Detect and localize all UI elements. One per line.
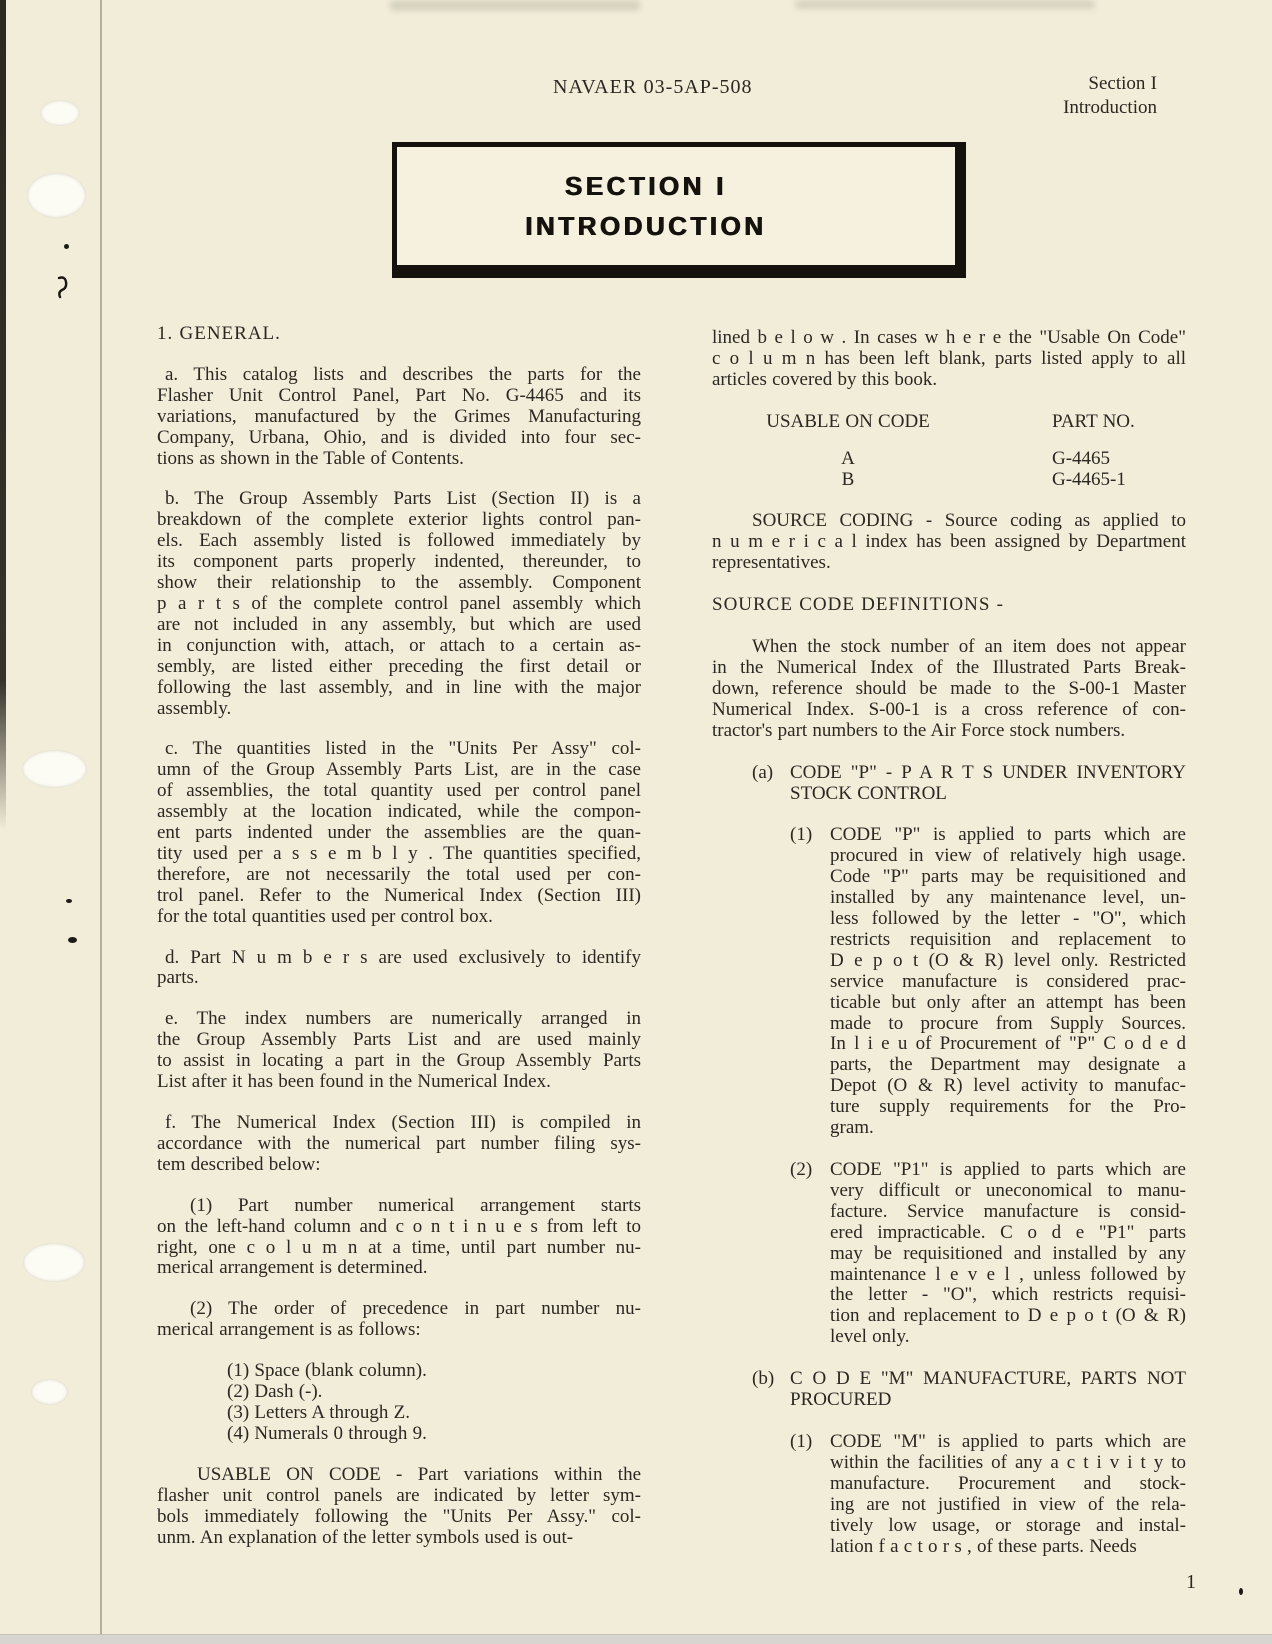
text-line: ture supply requirements for the Pro-	[830, 1096, 1186, 1118]
ink-mark	[64, 244, 69, 249]
text-line: manufacture. Procurement and stock-	[830, 1472, 1186, 1494]
section-reference-line2: Introduction	[1063, 97, 1157, 118]
text-lines	[712, 637, 1186, 742]
text-line: SOURCE CODING - Source coding as applied to	[752, 510, 1186, 532]
text-line: Flasher Unit Control Panel, Part No. G-4465 and its	[157, 384, 641, 406]
text-line: lined b e l o w . In cases w h e r e the "Usable On Code"	[712, 327, 1186, 348]
text-line: right, one c o l u m n at a time, until part number nu-	[157, 1236, 641, 1258]
text-line: its component parts properly indented, thereunder, to	[157, 551, 641, 573]
text-lines	[157, 489, 641, 719]
text-lines	[157, 739, 641, 927]
text-line: assembly.	[157, 697, 232, 719]
scan-smudge	[390, 0, 640, 11]
text-line: D e p o t (O & R) level only. Restricted	[830, 949, 1186, 971]
text-line: procured in view of relatively high usage.	[830, 845, 1186, 867]
text-line: 1. GENERAL.	[157, 323, 281, 344]
text-line: els. Each assembly listed is followed immediately by	[157, 530, 641, 552]
text-line: ered impracticable. C o d e "P1" parts	[830, 1221, 1186, 1243]
table-row	[712, 470, 1186, 491]
text-line: flasher unit control panels are indicated by letter sym-	[157, 1484, 641, 1506]
text-line: STOCK CONTROL	[790, 782, 947, 804]
left-text-column	[157, 324, 641, 1568]
text-line: Depot (O & R) level activity to manufac-	[830, 1075, 1186, 1097]
text-line: List after it has been found in the Numerical Index.	[157, 1071, 551, 1093]
table-header-row	[712, 412, 1186, 433]
section-reference	[1063, 72, 1157, 120]
text-line: (1) Space (blank column).	[227, 1360, 427, 1382]
text-lines	[157, 1196, 641, 1280]
text-lines	[157, 1299, 641, 1341]
text-line: are not included in any assembly, but which are used	[157, 613, 641, 635]
punch-hole	[40, 100, 80, 126]
text-line: sembly, are listed either preceding the first detail or	[157, 655, 641, 677]
text-line: down, reference should be made to the S-00-1 Master	[712, 677, 1186, 699]
paragraph-block	[157, 948, 641, 990]
text-line: (1) Part number numerical arrangement starts	[190, 1194, 641, 1216]
text-line: within the facilities of any a c t i v i t y to	[830, 1451, 1186, 1473]
text-line: USABLE ON CODE - Part variations within the	[197, 1463, 641, 1485]
paragraph-block	[712, 1160, 1186, 1348]
text-line: following the last assembly, and in line with the major	[157, 676, 641, 698]
text-lines	[712, 595, 1186, 616]
page-number: 1	[1186, 1571, 1196, 1593]
paragraph-block	[157, 1361, 641, 1445]
text-line: Company, Urbana, Ohio, and is divided into four sec-	[157, 426, 641, 448]
usable-on-code-table	[712, 412, 1186, 491]
punch-hole	[31, 1379, 68, 1405]
text-lines	[830, 825, 1186, 1139]
section-reference-line1: Section I	[1088, 73, 1157, 94]
paragraph-block	[712, 763, 1186, 805]
text-line: d. Part N u m b e r s are used exclusively to identify	[165, 946, 641, 968]
scan-edge-shadow	[0, 0, 6, 830]
text-lines	[830, 1160, 1186, 1348]
text-lines	[157, 365, 641, 470]
section-subtitle: INTRODUCTION	[525, 210, 767, 241]
part-no-cell: G-4465-1	[1052, 468, 1126, 490]
text-line: installed by any maintenance level, un-	[830, 887, 1186, 909]
text-line: ing are not justified in view of the rela-	[830, 1493, 1186, 1515]
text-line: PROCURED	[790, 1389, 892, 1411]
text-line: c o l u m n has been left blank, parts listed apply to all	[712, 347, 1186, 369]
text-line: CODE "P" is applied to parts which are	[830, 824, 1186, 846]
text-line: for the total quantities used per control box.	[157, 905, 493, 927]
page-fold-line	[100, 0, 102, 1636]
text-line: When the stock number of an item does not appear	[752, 636, 1186, 658]
table-column-header: PART NO.	[1052, 410, 1135, 432]
text-line: accordance with the numerical part number filing sys-	[157, 1132, 641, 1154]
text-lines	[157, 324, 641, 345]
text-line: therefore, are not necessarily the total used per con-	[157, 863, 641, 885]
text-line: n u m e r i c a l index has been assigned by Department	[712, 531, 1186, 553]
text-line: of assemblies, the total quantity used per control panel	[157, 780, 641, 802]
text-line: c. The quantities listed in the "Units Per Assy" col-	[165, 738, 641, 760]
table-column-header: USABLE ON CODE	[766, 410, 930, 432]
text-lines	[157, 1009, 641, 1093]
text-line: Numerical Index. S-00-1 is a cross reference of con-	[712, 698, 1186, 720]
text-line: C O D E "M" MANUFACTURE, PARTS NOT	[790, 1368, 1186, 1390]
text-line: CODE "P1" is applied to parts which are	[830, 1159, 1186, 1180]
text-line: tion and replacement to D e p o t (O & R)	[830, 1305, 1186, 1327]
text-line: ticable but only after an attempt has been	[830, 991, 1186, 1013]
usable-on-code-cell: A	[841, 447, 855, 469]
ink-mark	[66, 899, 72, 903]
text-lines	[157, 1113, 641, 1176]
text-line: made to procure from Supply Sources.	[830, 1012, 1186, 1034]
part-no-cell: G-4465	[1052, 447, 1111, 469]
text-line: in the Numerical Index of the Illustrated Parts Break-	[712, 656, 1186, 678]
text-line: to assist in locating a part in the Group Assembly Parts	[157, 1050, 641, 1072]
text-line: Code "P" parts may be requisitioned and	[830, 866, 1186, 888]
text-line: breakdown of the complete exterior lights control pan-	[157, 509, 641, 531]
text-line: parts, the Department may designate a	[830, 1054, 1186, 1076]
text-lines	[830, 1432, 1186, 1557]
scan-bottom-edge	[0, 1634, 1272, 1644]
text-line: p a r t s of the complete control panel assembly which	[157, 592, 641, 614]
text-line: parts.	[157, 967, 199, 989]
handwritten-mark	[56, 276, 74, 305]
paragraph-block	[712, 825, 1186, 1139]
text-lines	[712, 511, 1186, 574]
text-line: merical arrangement is determined.	[157, 1257, 428, 1279]
text-line: CODE "P" - P A R T S UNDER INVENTORY	[790, 761, 1186, 783]
text-line: restricts requisition and replacement to	[830, 928, 1186, 950]
paragraph-block	[157, 1009, 641, 1093]
ink-mark	[68, 937, 77, 943]
text-line: articles covered by this book.	[712, 368, 938, 390]
text-line: may be requisitioned and installed by any	[830, 1242, 1186, 1264]
text-line: tractor's part numbers to the Air Force stock numbers.	[712, 719, 1126, 741]
text-line: gram.	[830, 1117, 874, 1139]
heading-block	[712, 595, 1186, 616]
text-line: lation f a c t o r s , of these parts. Needs	[830, 1535, 1137, 1557]
text-line: tity used per a s s e m b l y . The quantities specified,	[157, 842, 641, 864]
paragraph-block	[712, 637, 1186, 742]
paragraph-block	[157, 1465, 641, 1549]
heading-block	[157, 324, 641, 345]
text-line: assembly at the location indicated, while the compon-	[157, 801, 641, 823]
text-line: service manufacture is considered prac-	[830, 970, 1186, 992]
text-line: maintenance l e v e l , unless followed by	[830, 1263, 1186, 1285]
item-label: (2)	[790, 1159, 813, 1180]
paragraph-block	[157, 365, 641, 470]
text-line: (4) Numerals 0 through 9.	[227, 1422, 427, 1444]
usable-on-code-cell: B	[841, 468, 855, 490]
paragraph-block	[712, 511, 1186, 574]
text-line: a. This catalog lists and describes the parts for the	[165, 363, 641, 385]
item-label: (1)	[790, 1430, 813, 1452]
text-line: merical arrangement is as follows:	[157, 1319, 421, 1341]
text-line: the letter - "O", which restricts requisi-	[830, 1284, 1186, 1306]
text-line: CODE "M" is applied to parts which are	[830, 1430, 1186, 1452]
text-line: e. The index numbers are numerically arranged in	[165, 1008, 641, 1030]
paragraph-block	[712, 1432, 1186, 1557]
paragraph-block	[712, 328, 1186, 391]
text-line: variations, manufactured by the Grimes Manufacturing	[157, 405, 641, 427]
text-line: the Group Assembly Parts List and are used mainly	[157, 1029, 641, 1051]
text-lines	[790, 1369, 1186, 1411]
text-line: level only.	[830, 1326, 910, 1348]
text-line: In l i e u of Procurement of "P" C o d e d	[830, 1033, 1186, 1055]
text-line: SOURCE CODE DEFINITIONS -	[712, 594, 1004, 616]
punch-hole	[23, 1243, 85, 1282]
text-lines	[157, 948, 641, 990]
text-line: tions as shown in the Table of Contents.	[157, 447, 464, 469]
paragraph-block	[157, 489, 641, 719]
text-lines	[790, 763, 1186, 805]
text-line: on the left-hand column and c o n t i n u e s from left to	[157, 1215, 641, 1237]
text-line: in conjunction with, attach, or attach to a certain as-	[157, 634, 641, 656]
paragraph-block	[157, 739, 641, 927]
text-line: (2) The order of precedence in part number nu-	[190, 1298, 641, 1320]
text-line: show their relationship to the assembly. Component	[157, 572, 641, 594]
paragraph-block	[157, 1113, 641, 1176]
text-line: tem described below:	[157, 1153, 321, 1175]
section-title: SECTION I	[564, 170, 727, 201]
text-line: b. The Group Assembly Parts List (Section II) is a	[165, 488, 641, 510]
paragraph-block	[157, 1196, 641, 1280]
text-lines	[157, 1465, 641, 1549]
punch-hole	[27, 173, 86, 218]
text-line: (2) Dash (-).	[227, 1381, 323, 1403]
paragraph-block	[712, 1369, 1186, 1411]
scan-smudge	[795, 0, 1095, 9]
item-label: (b)	[752, 1368, 775, 1390]
text-line: ent parts indented under the assemblies are the quan-	[157, 822, 641, 844]
paragraph-block	[157, 1299, 641, 1341]
item-label: (1)	[790, 824, 813, 846]
section-title-box	[392, 142, 966, 278]
right-text-column	[712, 328, 1186, 1578]
text-line: tively low usage, or storage and instal-	[830, 1514, 1186, 1536]
ink-mark	[1239, 1588, 1243, 1595]
text-line: bols immediately following the "Units Per Assy." col-	[157, 1505, 641, 1527]
document-number: NAVAER 03-5AP-508	[553, 76, 753, 98]
text-line: (3) Letters A through Z.	[227, 1401, 410, 1423]
text-line: very difficult or uneconomical to manu-	[830, 1179, 1186, 1201]
punch-hole	[22, 750, 87, 788]
text-line: facture. Service manufacture is consid-	[830, 1200, 1186, 1222]
text-line: trol panel. Refer to the Numerical Index (Section III)	[157, 884, 641, 906]
text-line: representatives.	[712, 552, 831, 574]
text-line: less followed by the letter - "O", which	[830, 908, 1186, 930]
item-label: (a)	[752, 761, 774, 783]
text-lines	[712, 328, 1186, 391]
table-row	[712, 449, 1186, 470]
text-lines	[157, 1361, 641, 1445]
text-line: unm. An explanation of the letter symbols used is out-	[157, 1526, 574, 1548]
text-line: f. The Numerical Index (Section III) is compiled in	[165, 1112, 641, 1133]
text-line: umn of the Group Assembly Parts List, are in the case	[157, 759, 641, 781]
